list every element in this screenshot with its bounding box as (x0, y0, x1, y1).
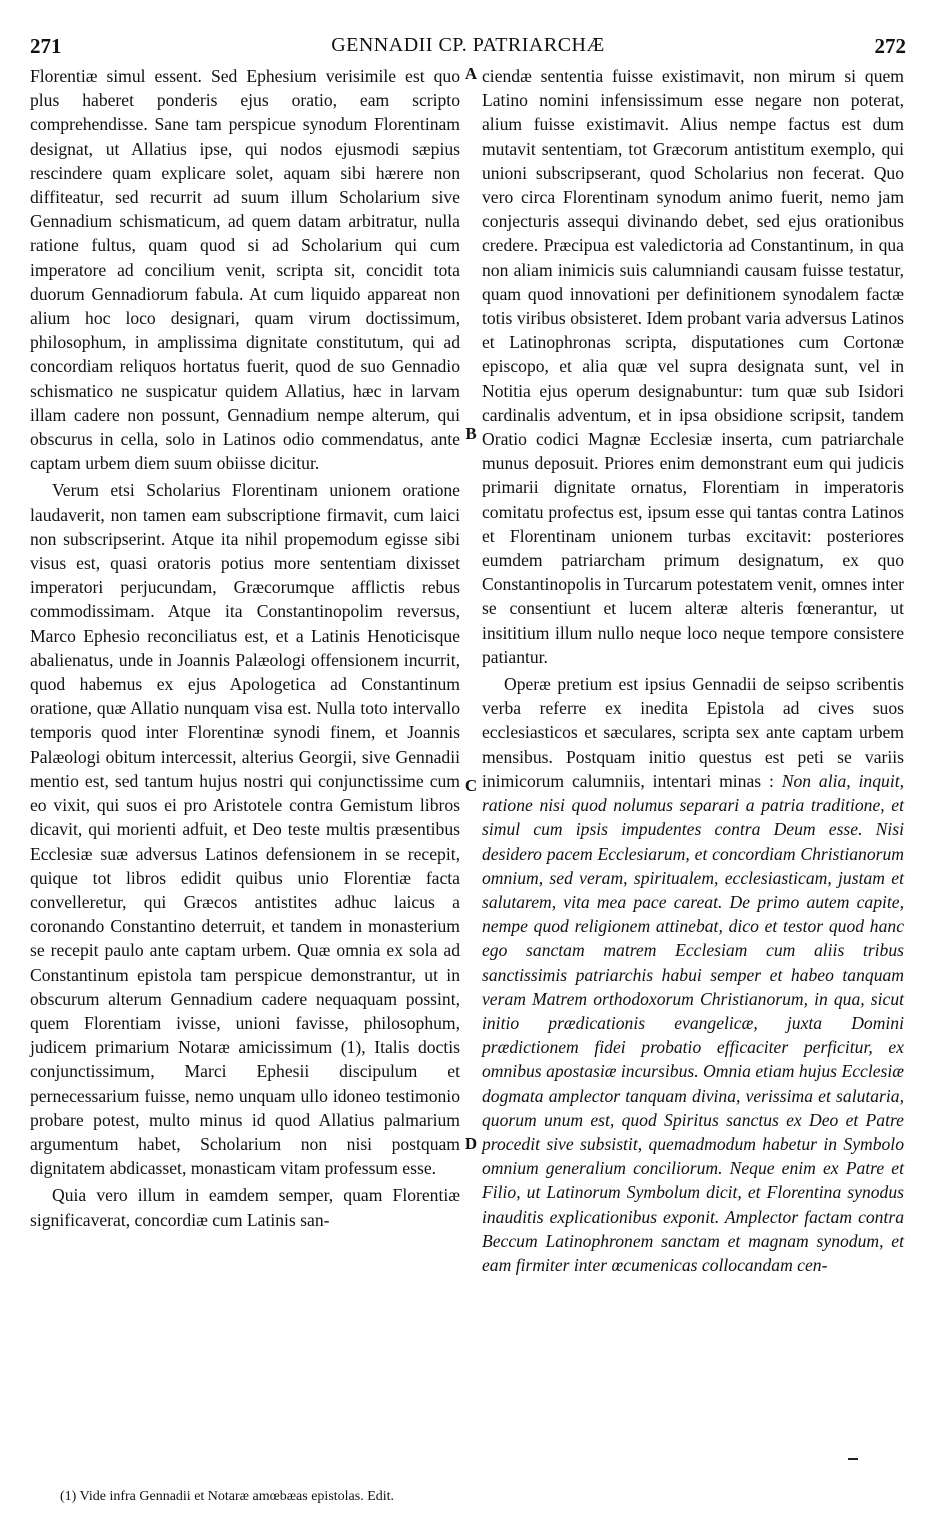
right-column (482, 64, 904, 1277)
left-paragraph-2: Verum etsi Scholarius Florentinam unionem oratione laudaverit, non tamen eam subscriptione firmavit, cum laici non subscripserint. Atque ita nihil propemodum egisse sibi visus est, quasi oratoris potius more sententiam dixisset imperatori perjucundam, Græcorumque afflictis rebus commodissimam. Atque ita Constantinopolim reversus, Marco Ephesio reconciliatus est, et a Latinis Henoticisque abalienatus, unde in Joannis Palæologi offensionem incurrit, quod habemus ex ejus Apologetica ad Constantinum oratione, quæ Allatio nunquam visa est. Nulla toto intervallo temporis quod inter Florentinæ synodi finem, et Joannis Palæologi obitum intercessit, alterius Georgii, sive Gennadii mentio est, sed tantum hujus nostri qui conjunctissime cum eo vixit, qui suos ei pro Aristotele contra Gemistum libros dicavit, qui morienti adfuit, et Deo teste multis præsentibus Ecclesiæ suæ adversus Latinos defensionem in se recepit, quique tot libros edidit quibus unio Florentiæ facta convelleretur, qui Græcos antistites adhuc laicus a coronando Constantino deterruit, et tandem in monasterium se recepit paulo ante captam urbem. Quæ omnia ex sola ad Constantinum epistola tam perspicue demonstrantur, ut in obscurum alterum Gennadium cadere nequaquam possint, quem Florentiam ivisse, unioni favisse, philosophum, judicem primarium Notaræ amicissimum (1), Italis doctis conjunctissimum, Marci Ephesii discipulum et pernecessarium fuisse, nemo unquam ullo idoneo testimonio probare potest, multo minus id quod Allatius palmarium argumentum habet, Scholarium non nisi postquam dignitatem abdicasset, monasticam vitam professum esse. (30, 480, 460, 1179)
left-column (30, 64, 460, 1232)
running-header (30, 34, 906, 64)
page-number-left: 271 (30, 34, 62, 58)
margin-marker-d: D (464, 1134, 478, 1153)
continuation-dash (848, 1458, 858, 1460)
footnote: (1) Vide infra Gennadii et Notaræ amœbæas epistolas. Edit. (60, 1489, 395, 1504)
page-number-right: 272 (874, 34, 906, 58)
right-paragraph-1: ciendæ sententia fuisse existimavit, non mirum si quem Latino nomini infensissimum esse negare non poterat, alium fuisse existimavit. Alius nempe factus est dum mutavit sententiam, tot Græcorum antistitum exemplo, qui unioni subscripserant, quod Scholarius non fecerat. Quo vero circa Florentinam synodum animo fuerit, nemo jam conjecturis assequi divinando debet, sed ejus orationibus credere. Præcipua est valedictoria ad Constantinum, in qua non aliam inimicis suis calumniandi causam fuisse testatur, quam quod innovationi per definitionem synodalem factæ totis viribus obsisteret. Idem probant varia adversus Latinos et Latinophronas scripta, disputationes cum Cortonæ episcopo, et alia quæ vel supra designata sunt, vel in Notitia ejus operum designabuntur: tum quæ sub Isidori cardinalis adventum, et in ipsa obsidione scripsit, tandem Oratio codici Magnæ Ecclesiæ inserta, cum patriarchale munus deposuit. Priores enim demonstrant eum qui judicis primarii dignitate ornatus, Florentiam in imperatoris comitatu profectus est, ipsum esse qui tantas contra Latinos et Florentinam unionem turbas excitavit: posteriores eumdem patriarcham primum designatum, ex quo Constantinopolis in Turcarum potestatem venit, omnes inter se consentiunt et lucem alteræ alteris fœnerantur, ut insititium illum nullo neque loco neque tempore consistere patiantur. (482, 66, 904, 667)
left-paragraph-1: Florentiæ simul essent. Sed Ephesium verisimile est quo plus haberet ponderis ejus oratio, eam scripto comprehendisse. Sane tam perspicue synodum Florentinam designat, ut Allatius ipse, qui nodos ejusmodi sæpius rescindere quam explicare solet, aquam sibi hærere non diffiteatur, sed recurrit ad suum illum Scholarium sive Gennadium schismaticum, ad quem datam arbitratur, nulla ratione fultus, quam quod si ad Scholarium qui cum imperatore ad concilium venit, scripta sit, concidit tota duorum Gennadiorum fabula. At cum liquido appareat non alium hoc loco designari, quam virum doctissimum, philosophum, in amplissima dignitate constitutum, qui ad concordiam reliquos hortatus fuerit, quod de suo Gennadio schismatico ne suspicatur quidem Allatius, hæc in larvam illam cadere non possunt, Gennadium nempe alterum, qui obscurus in cella, solo in Latinos odio commendatus, ante captam urbem diem suum obiisse dicitur. (30, 66, 460, 474)
right-paragraph-2 (482, 672, 904, 1277)
right-paragraph-2-quotation: Non alia, inquit, ratione nisi quod nolumus separari a patria traditione, et simul cum ipsis impudentes contra Deum esse. Nisi desidero pacem Ecclesiarum, et concordiam Christianorum omnium, sed veram, spiritualem, ecclesiasticam, justam et salutarem, vita mea pace careat. De primo autem capite, nempe quod religionem attinebat, dico et testor quod hanc ego sanctam matrem Ecclesiam cum aliis tribus sanctissimis patriarchis habui semper et habeo tanquam veram Matrem orthodoxorum Christianorum, in qua, sicut initio prædicationis evangelicæ, juxta Domini prædictionem fidei probatio efficaciter perficitur, ex omnibus apostasiæ incursibus. Omnia etiam hujus Ecclesiæ dogmata amplector tanquam divina, verissima et salutaria, quorum unum est, quod Spiritus sanctus ex Deo et Patre procedit sive subsistit, quemadmodum habetur in Symbolo omnium generalium conciliorum. Neque enim ex Patre et Filio, ut Latinorum Symbolum dicit, et Florentina synodus inauditis explicationibus exponit. Amplector factam contra Beccum Latinophronem sanctam et magnam synodum, et eam firmiter inter œcumenicas collocandam cen- (482, 770, 904, 1275)
running-title: GENNADII CP. PATRIARCHÆ (331, 34, 605, 56)
margin-marker-c: C (464, 776, 478, 795)
margin-marker-a: A (464, 64, 478, 83)
margin-marker-b: B (465, 424, 477, 443)
left-paragraph-3: Quia vero illum in eamdem semper, quam Florentiæ significaverat, concordiæ cum Latinis san- (30, 1185, 460, 1230)
right-paragraph-2-roman: Operæ pretium est ipsius Gennadii de seipso scribentis verba referre ex inedita Epistola ad cives suos ecclesiasticos et sæculares, scripta sex ante captam urbem mensibus. Postquam initio questus est peti se variis inimicorum calumniis, intentari minas : (482, 674, 904, 791)
